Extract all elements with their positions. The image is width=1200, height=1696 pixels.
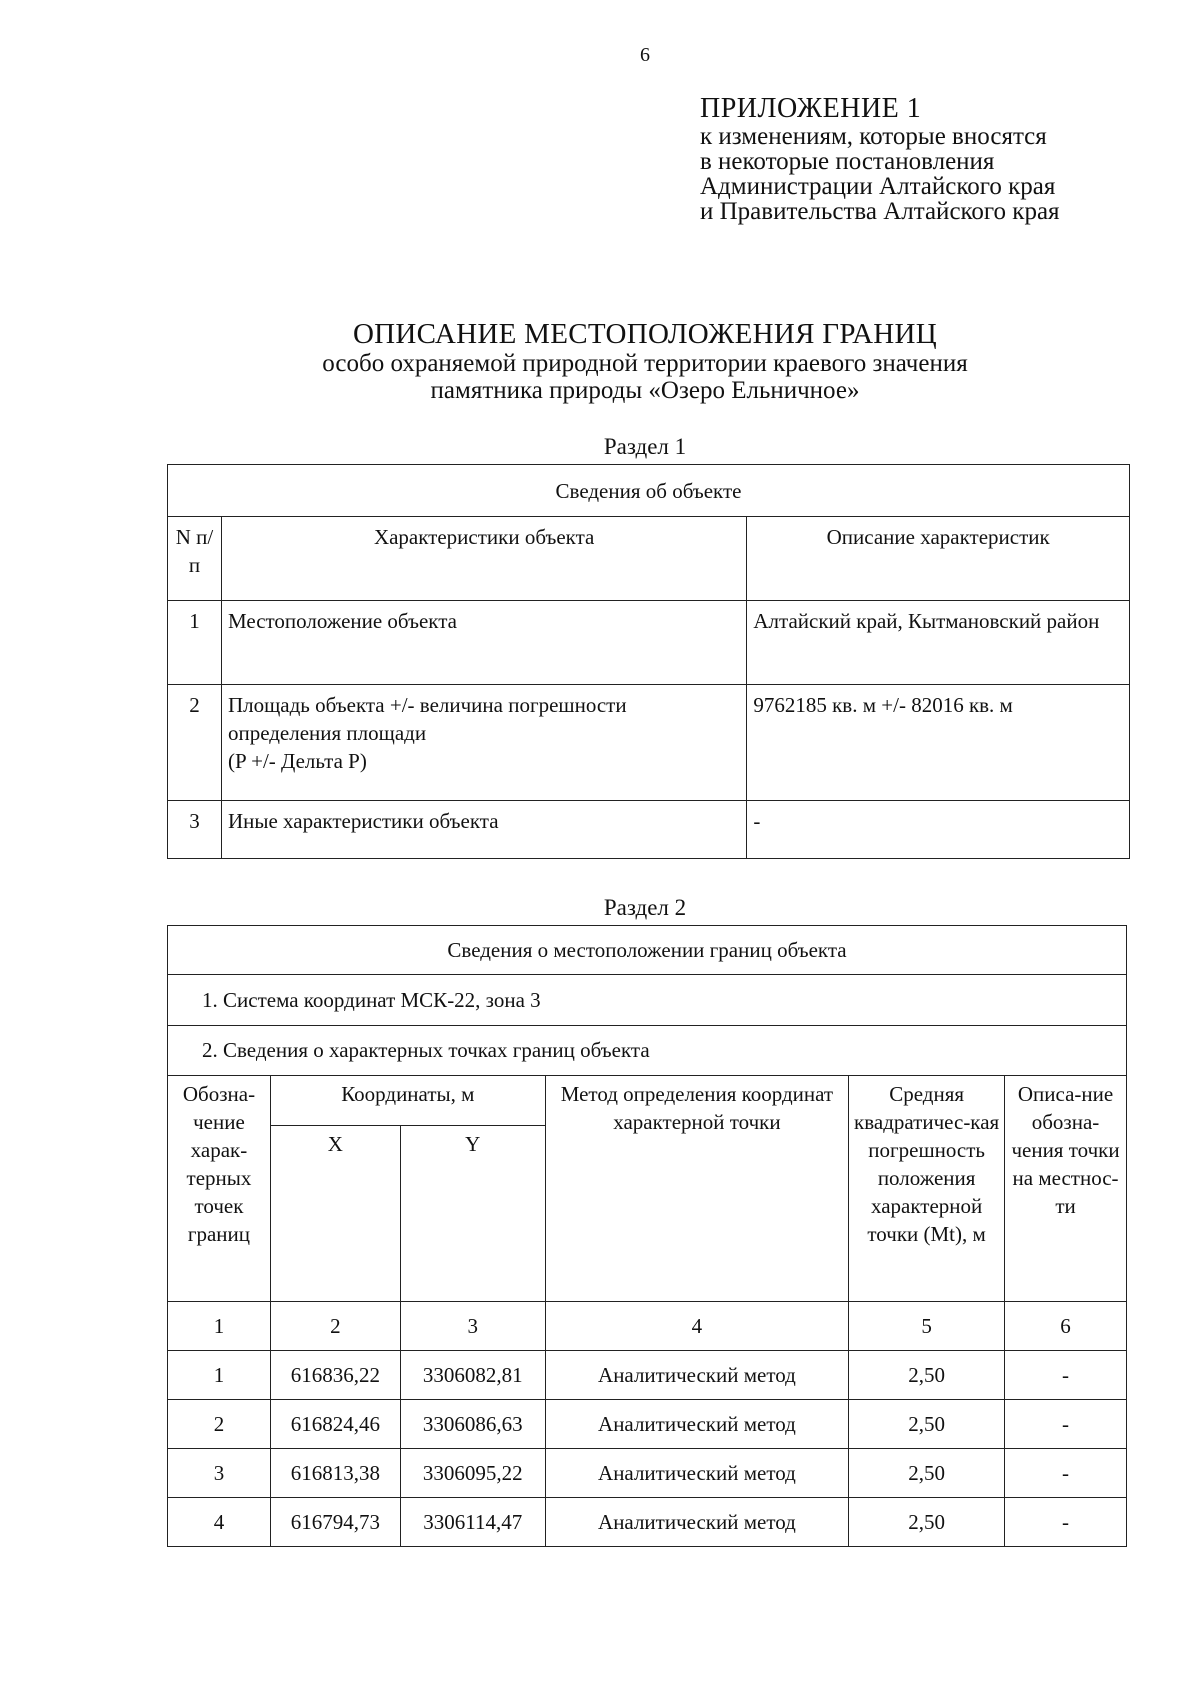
point-method: Аналитический метод xyxy=(545,1449,848,1498)
column-number: 2 xyxy=(270,1302,400,1351)
row-characteristic-text: Площадь объекта +/- величина погрешности определения площади xyxy=(227,693,627,745)
appendix-line: в некоторые постановления xyxy=(700,148,995,175)
point-x: 616794,73 xyxy=(270,1498,400,1547)
header-description: Описание характеристик xyxy=(747,517,1130,601)
row-description: - xyxy=(747,801,1130,859)
document-title xyxy=(0,318,1200,404)
table-caption: Сведения о местоположении границ объекта xyxy=(168,926,1127,975)
point-mt: 2,50 xyxy=(849,1351,1005,1400)
table-row xyxy=(168,1400,1127,1449)
table-row xyxy=(168,601,1130,685)
header-num: N п/п xyxy=(168,517,222,601)
appendix-title: ПРИЛОЖЕНИЕ 1 xyxy=(700,93,922,124)
point-method: Аналитический метод xyxy=(545,1351,848,1400)
column-number-row xyxy=(168,1302,1127,1351)
header-y: Y xyxy=(400,1126,545,1302)
table-caption: Сведения об объекте xyxy=(168,465,1130,517)
page-number: 6 xyxy=(640,44,650,66)
row-description: 9762185 кв. м +/- 82016 кв. м xyxy=(747,685,1130,801)
column-number: 5 xyxy=(849,1302,1005,1351)
column-number: 1 xyxy=(168,1302,271,1351)
header-error: Средняя квадратичес-кая погрешность положения характерной точки (Mt), м xyxy=(849,1076,1005,1302)
point-method: Аналитический метод xyxy=(545,1498,848,1547)
column-number: 3 xyxy=(400,1302,545,1351)
row-characteristic-formula: (P +/- Дельта P) xyxy=(227,749,367,773)
point-id: 1 xyxy=(168,1351,271,1400)
column-number: 4 xyxy=(545,1302,848,1351)
boundary-points-table xyxy=(167,925,1127,1547)
column-number: 6 xyxy=(1005,1302,1127,1351)
point-y: 3306082,81 xyxy=(400,1351,545,1400)
header-coordinates: Координаты, м xyxy=(270,1076,545,1126)
point-description: - xyxy=(1005,1498,1127,1547)
section-2-label: Раздел 2 xyxy=(603,895,687,920)
point-id: 2 xyxy=(168,1400,271,1449)
object-info-table xyxy=(167,464,1130,859)
header-characteristic: Характеристики объекта xyxy=(221,517,746,601)
point-description: - xyxy=(1005,1351,1127,1400)
point-y: 3306086,63 xyxy=(400,1400,545,1449)
point-description: - xyxy=(1005,1400,1127,1449)
title-line-3: памятника природы «Озеро Ельничное» xyxy=(430,377,860,404)
row-num: 3 xyxy=(168,801,222,859)
appendix-line: Администрации Алтайского края xyxy=(700,173,1056,200)
points-caption: 2. Сведения о характерных точках границ объекта xyxy=(168,1026,1127,1076)
point-mt: 2,50 xyxy=(849,1498,1005,1547)
table-row xyxy=(168,685,1130,801)
coordinate-system: 1. Система координат МСК-22, зона 3 xyxy=(168,975,1127,1026)
appendix-block xyxy=(700,94,1180,224)
table-row xyxy=(168,1449,1127,1498)
header-point-description: Описа-ние обозна-чения точки на местнос-ти xyxy=(1005,1076,1127,1302)
row-description: Алтайский край, Кытмановский район xyxy=(747,601,1130,685)
row-characteristic: Местоположение объекта xyxy=(221,601,746,685)
appendix-line: к изменениям, которые вносятся xyxy=(700,123,1047,150)
point-method: Аналитический метод xyxy=(545,1400,848,1449)
point-id: 3 xyxy=(168,1449,271,1498)
point-id: 4 xyxy=(168,1498,271,1547)
header-x: X xyxy=(270,1126,400,1302)
header-method: Метод определения координат характерной точки xyxy=(545,1076,848,1302)
point-mt: 2,50 xyxy=(849,1449,1005,1498)
row-num: 2 xyxy=(168,685,222,801)
point-x: 616824,46 xyxy=(270,1400,400,1449)
point-mt: 2,50 xyxy=(849,1400,1005,1449)
point-x: 616813,38 xyxy=(270,1449,400,1498)
table-row xyxy=(168,1498,1127,1547)
title-line-2: особо охраняемой природной территории краевого значения xyxy=(322,350,968,377)
table-row xyxy=(168,1351,1127,1400)
row-characteristic xyxy=(221,685,746,801)
point-y: 3306095,22 xyxy=(400,1449,545,1498)
appendix-line: и Правительства Алтайского края xyxy=(700,198,1060,225)
row-characteristic: Иные характеристики объекта xyxy=(221,801,746,859)
section-1-label: Раздел 1 xyxy=(603,434,687,459)
table-row xyxy=(168,801,1130,859)
title-main: ОПИСАНИЕ МЕСТОПОЛОЖЕНИЯ ГРАНИЦ xyxy=(352,318,938,350)
row-num: 1 xyxy=(168,601,222,685)
point-y: 3306114,47 xyxy=(400,1498,545,1547)
point-x: 616836,22 xyxy=(270,1351,400,1400)
header-designation: Обозна-чение харак-терных точек границ xyxy=(168,1076,271,1302)
point-description: - xyxy=(1005,1449,1127,1498)
